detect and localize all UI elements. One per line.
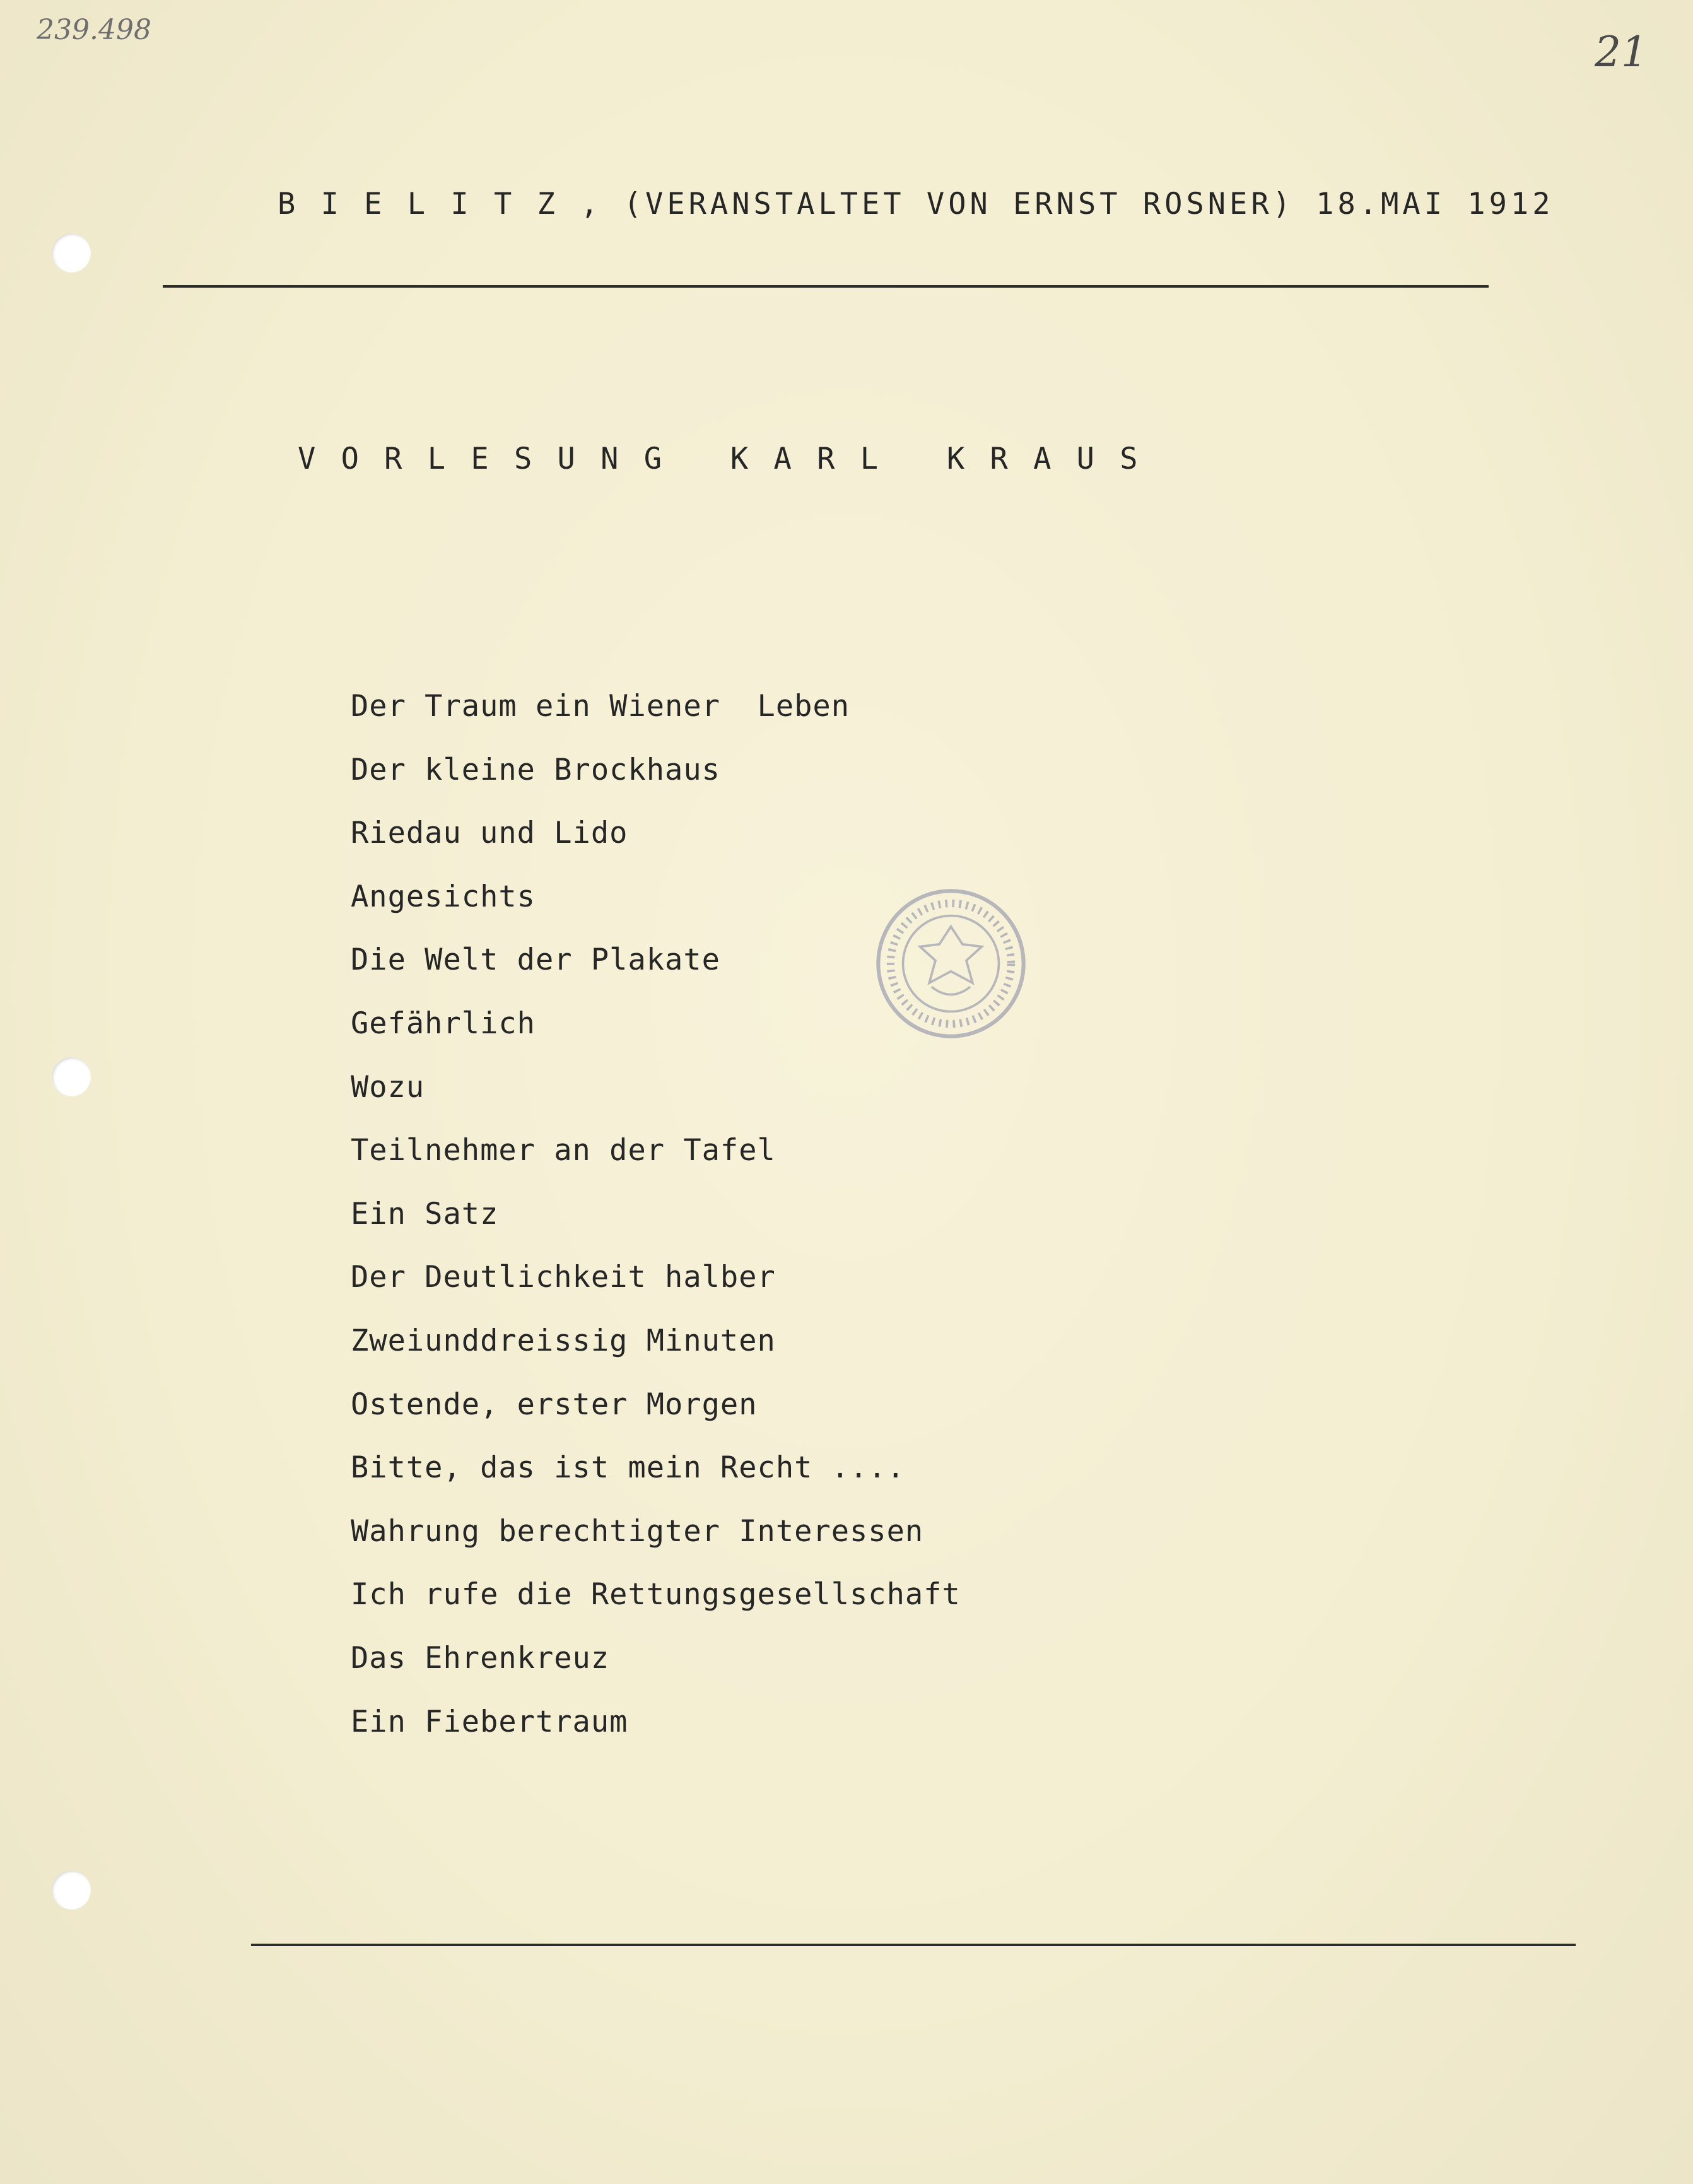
- programme-item: Wozu: [351, 1069, 425, 1105]
- footer-rule: [251, 1944, 1576, 1946]
- programme-item: Zweiunddreissig Minuten: [351, 1323, 776, 1358]
- document-title: V O R L E S U N G K A R L K R A U S: [298, 442, 1142, 476]
- page-number: 21: [1595, 28, 1648, 76]
- programme-item: Teilnehmer an der Tafel: [351, 1133, 776, 1168]
- programme-item: Der Deutlichkeit halber: [351, 1260, 776, 1295]
- programme-item: Ein Satz: [351, 1196, 499, 1231]
- programme-list: [351, 689, 961, 1768]
- programme-item: Der Traum ein Wiener Leben: [351, 689, 850, 724]
- archive-number: 239.498: [37, 14, 151, 46]
- punch-hole-bottom: [52, 1870, 91, 1910]
- punch-hole-top: [52, 233, 91, 273]
- programme-item: Gefährlich: [351, 1006, 536, 1041]
- punch-hole-middle: [52, 1057, 91, 1096]
- programme-item: Ostende, erster Morgen: [351, 1387, 758, 1422]
- programme-item: Ein Fiebertraum: [351, 1704, 628, 1739]
- programme-item: Ich rufe die Rettungsgesellschaft: [351, 1577, 961, 1612]
- programme-item: Bitte, das ist mein Recht ....: [351, 1450, 905, 1486]
- document-header: B I E L I T Z , (VERANSTALTET VON ERNST ROSNER) 18.MAI 1912: [278, 187, 1554, 221]
- programme-item: Riedau und Lido: [351, 816, 628, 851]
- header-rule: [163, 285, 1489, 288]
- programme-item: Wahrung berechtigter Interessen: [351, 1513, 924, 1549]
- programme-item: Der kleine Brockhaus: [351, 752, 720, 787]
- programme-item: Angesichts: [351, 879, 536, 914]
- archive-seal-icon: [874, 886, 1028, 1041]
- programme-item: Das Ehrenkreuz: [351, 1640, 610, 1676]
- programme-item: Die Welt der Plakate: [351, 942, 720, 978]
